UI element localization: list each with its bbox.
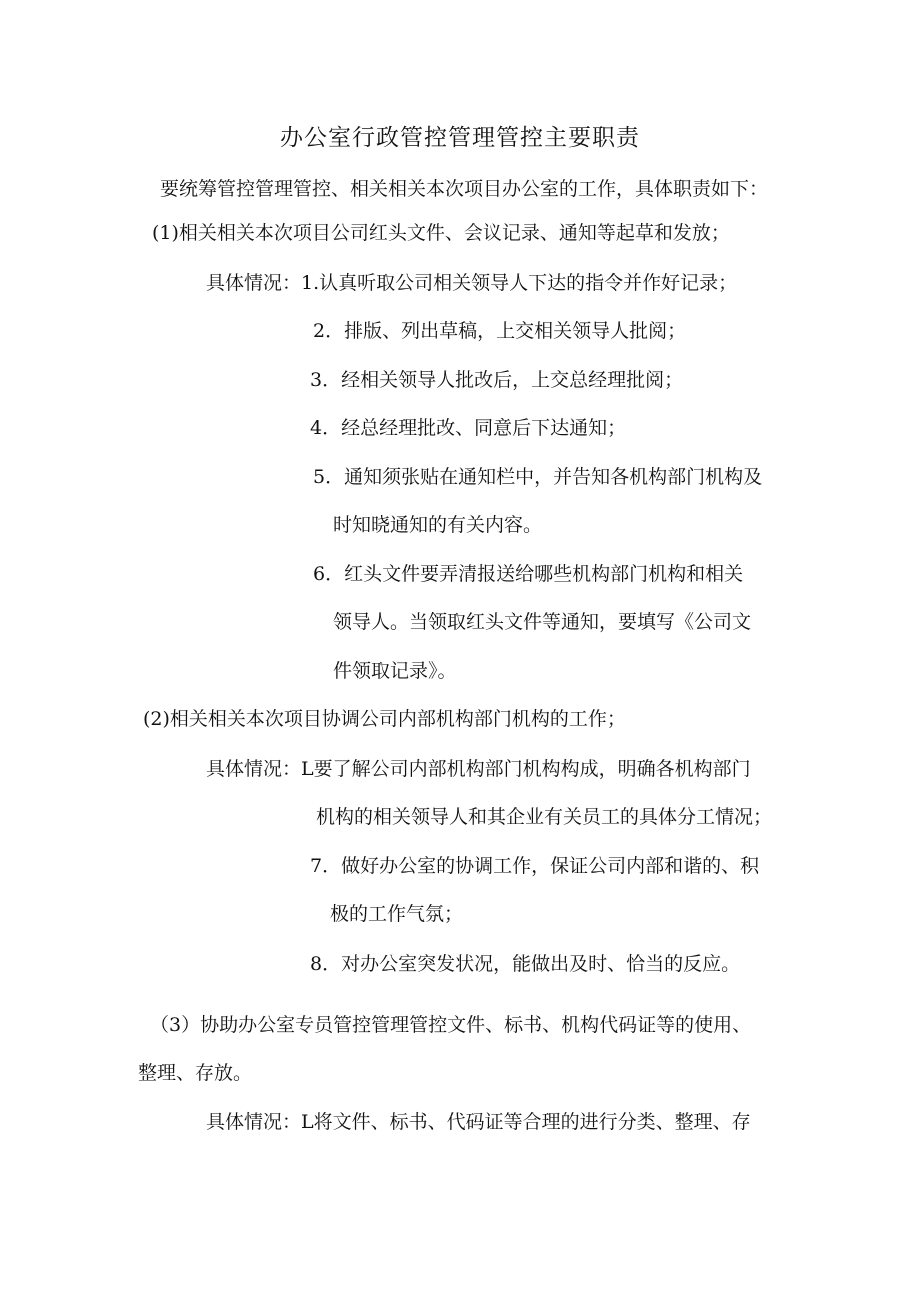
- section-1-item-5-line-1: 5．通知须张贴在通知栏中，并告知各机构部门机构及: [313, 466, 763, 488]
- section-1-item-1: 具体情况：1.认真听取公司相关领导人下达的指令并作好记录；: [206, 272, 738, 294]
- page-title: 办公室行政管控管理管控主要职责: [280, 125, 640, 151]
- section-1-item-2: 2．排版、列出草稿，上交相关领导人批阅；: [313, 320, 687, 342]
- intro-paragraph: 要统筹管控管理管控、相关相关本次项目办公室的工作，具体职责如下：: [160, 178, 769, 200]
- section-3-item-1: 具体情况：L将文件、标书、代码证等合理的进行分类、整理、存: [206, 1111, 751, 1133]
- section-2-heading: (2)相关相关本次项目协调公司内部机构部门机构的工作；: [143, 708, 626, 730]
- section-2-item-7-line-2: 极的工作气氛；: [330, 903, 464, 925]
- section-2-item-7-line-1: 7．做好办公室的协调工作，保证公司内部和谐的、积: [310, 855, 760, 877]
- section-2-item-8: 8．对办公室突发状况，能做出及时、恰当的反应。: [310, 953, 741, 975]
- section-3-heading-line-1: （3）协助办公室专员管控管理管控文件、标书、机构代码证等的使用、: [150, 1014, 752, 1036]
- section-3-heading-line-2: 整理、存放。: [138, 1062, 253, 1084]
- section-1-item-6-line-2: 领导人。当领取红头文件等通知，要填写《公司文: [333, 611, 752, 633]
- section-2-item-1-line-2: 机构的相关领导人和其企业有关员工的具体分工情况；: [316, 806, 773, 828]
- section-1-item-6-line-3: 件领取记录》。: [333, 660, 457, 682]
- section-1-item-6-line-1: 6．红头文件要弄清报送给哪些机构部门机构和相关: [313, 563, 744, 585]
- section-1-item-4: 4．经总经理批改、同意后下达通知；: [310, 417, 627, 439]
- section-2-item-1-line-1: 具体情况：L要了解公司内部机构部门机构构成，明确各机构部门: [206, 758, 751, 780]
- section-1-item-3: 3．经相关领导人批改后，上交总经理批阅；: [310, 369, 684, 391]
- section-1-heading: (1)相关相关本次项目公司红头文件、会议记录、通知等起草和发放；: [152, 222, 730, 244]
- section-1-item-5-line-2: 时知晓通知的有关内容。: [333, 514, 543, 536]
